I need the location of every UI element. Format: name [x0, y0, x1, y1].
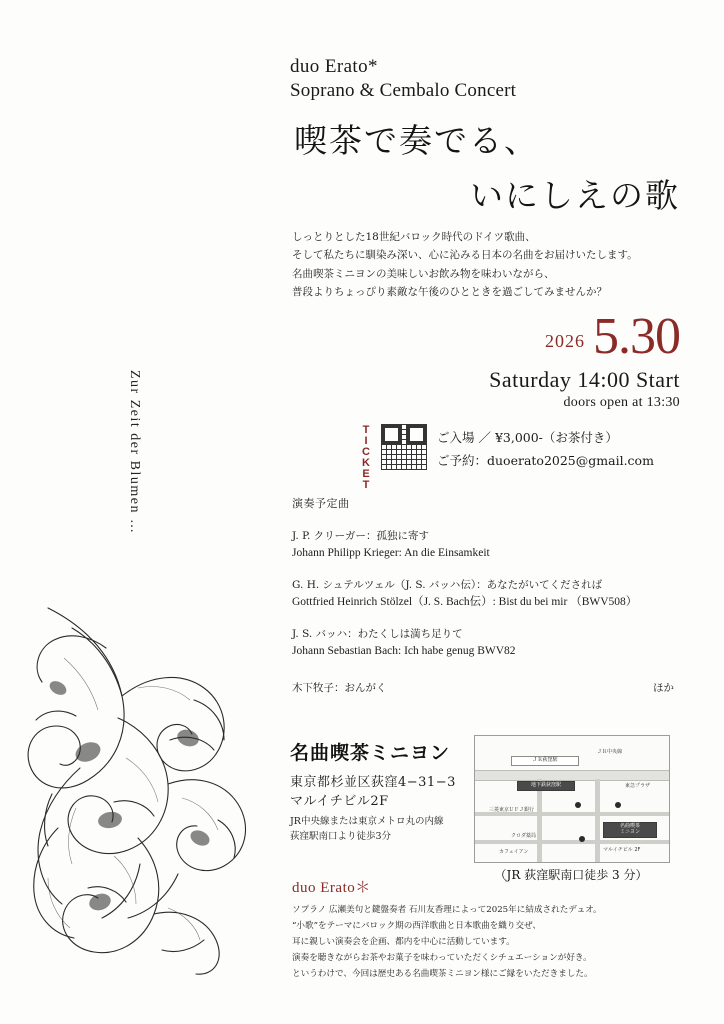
map-label-cafe: カフェイアン [499, 849, 529, 855]
map-destination-marker [603, 822, 657, 838]
map-destination-line-1: 名曲喫茶 [619, 823, 640, 829]
about-line-4: 演奏を聴きながらお茶やお菓子を味わっていただくシチュエーションが好き。 [292, 952, 592, 963]
program-extra-title: 木下牧子：おんがく [292, 682, 387, 694]
program-extra-row [292, 680, 692, 695]
date-doors-open: doors open at 13:30 [563, 395, 680, 411]
page-title [290, 115, 690, 217]
ticket-area [360, 424, 680, 490]
program-item-en: Gottfried Heinrich Stölzel（J. S. Bach伝）: Bist du bei mir （BWV508） [292, 595, 638, 608]
program-item [292, 578, 692, 611]
lead-paragraph [292, 228, 682, 302]
lead-line-1: しっとりとした18世紀バロック時代のドイツ歌曲、 [292, 231, 536, 243]
title-line-2: いにしえの歌 [470, 176, 680, 216]
map-destination-line-3: マルイチビル 2F [603, 847, 641, 853]
title-line-1: 喫茶で奏でる、 [294, 121, 539, 161]
about-line-5: というわけで、今回は歴史ある名曲喫茶ミニヨン様にご縁をいただきました。 [292, 968, 593, 979]
duo-name: duo Erato* [290, 56, 378, 77]
about-line-3: 耳に親しい演奏会を企画、都内を中心に活動しています。 [292, 936, 515, 947]
date-year: 2026 [545, 331, 585, 352]
about-line-2: “小歌”をテーマにバロック期の西洋歌曲と日本歌曲を織り交ぜ、 [292, 920, 541, 931]
map-label-bank-1: 三菱東京ＵＦＪ銀行 [489, 807, 535, 813]
map-label-jr-line: ＪＲ中央線 [597, 749, 623, 755]
lead-line-3: 名曲喫茶ミニヨンの美味しいお飲み物を味わいながら、 [292, 267, 555, 280]
side-vertical-text: Zur Zeit der Blumen … [127, 370, 142, 535]
date-weekday-time: Saturday 14:00 Start [489, 367, 680, 393]
program-extra-more: ほか [653, 682, 674, 694]
date-block [300, 308, 680, 411]
map-caption: （JR 荻窪駅南口徒歩 3 分） [494, 868, 648, 882]
map-label-station: ＪＲ荻窪駅 [511, 756, 579, 766]
map-dot-3 [579, 836, 585, 842]
map-dot-2 [615, 802, 621, 808]
map-label-bank-2: クロダ薬局 [511, 833, 537, 839]
program-item-en: Johann Sebastian Bach: Ich habe genug BWV82 [292, 644, 516, 657]
date-row [300, 308, 680, 365]
map-road-horizontal-3 [475, 840, 669, 844]
map-dot-1 [575, 802, 581, 808]
lead-line-4: 普段よりちょっぴり素敵な午後のひとときを過ごしてみませんか？ [292, 286, 607, 299]
about-title: duo Erato＊ [292, 880, 371, 896]
about-section [292, 876, 687, 982]
venue-access-line-2: 荻窪駅南口より徒歩3分 [290, 831, 392, 843]
ticket-reservation-email[interactable]: ご予約：duoerato2025@gmail.com [437, 453, 654, 469]
poster-header [290, 55, 690, 217]
venue-map [474, 735, 670, 863]
program-item-jp: J. S. バッハ：わたくしは満ち足りて [292, 628, 463, 640]
program-item [292, 627, 692, 660]
program-section [292, 495, 692, 695]
date-daymonth: 5.30 [593, 308, 680, 365]
program-heading: 演奏予定曲 [292, 497, 350, 510]
venue-access-note [290, 814, 470, 844]
venue-access-line-1: JR中央線または東京メトロ丸の内線 [290, 816, 444, 827]
program-item [292, 529, 692, 562]
program-item-jp: G. H. シュテルツェル（J. S. バッハ伝）：あなたがいてくだされば [292, 579, 603, 591]
concert-subtitle: Soprano & Cembalo Concert [290, 79, 517, 101]
program-item-jp: J. P. クリーガー：孤独に寄す [292, 530, 429, 542]
map-road-vertical-1 [537, 779, 542, 862]
venue-address-line-1: 東京都杉並区荻窪4−31−3 [290, 775, 456, 790]
venue-section [290, 738, 470, 844]
venue-address-line-2: マルイチビル2F [290, 794, 389, 809]
map-label-subway: 地下鉄荻窪駅 [517, 781, 575, 791]
map-road-vertical-2 [595, 779, 600, 862]
ticket-details [437, 424, 654, 472]
program-item-en: Johann Philipp Krieger: An die Einsamkeit [292, 546, 490, 559]
map-destination-line-2: ミニヨン [619, 828, 640, 835]
map-road-horizontal [475, 770, 669, 781]
acanthus-ornament-icon [18, 588, 286, 976]
venue-name: 名曲喫茶ミニヨン [290, 742, 451, 764]
ticket-price: ご入場 ／ ¥3,000-（お茶付き） [437, 430, 618, 445]
about-line-1: ソプラノ 広瀬美句と鍵盤奏者 石川友香理によって2025年に結成されたデュオ。 [292, 905, 602, 915]
map-graphic [475, 736, 669, 862]
map-label-plaza: 東急プラザ [625, 783, 651, 789]
about-body [292, 903, 687, 982]
qr-code-icon[interactable] [381, 424, 427, 470]
ticket-label: TICKET [360, 424, 372, 490]
lead-line-2: そして私たちに馴染み深い、心に沁みる日本の名曲をお届けいたします。 [292, 249, 638, 262]
